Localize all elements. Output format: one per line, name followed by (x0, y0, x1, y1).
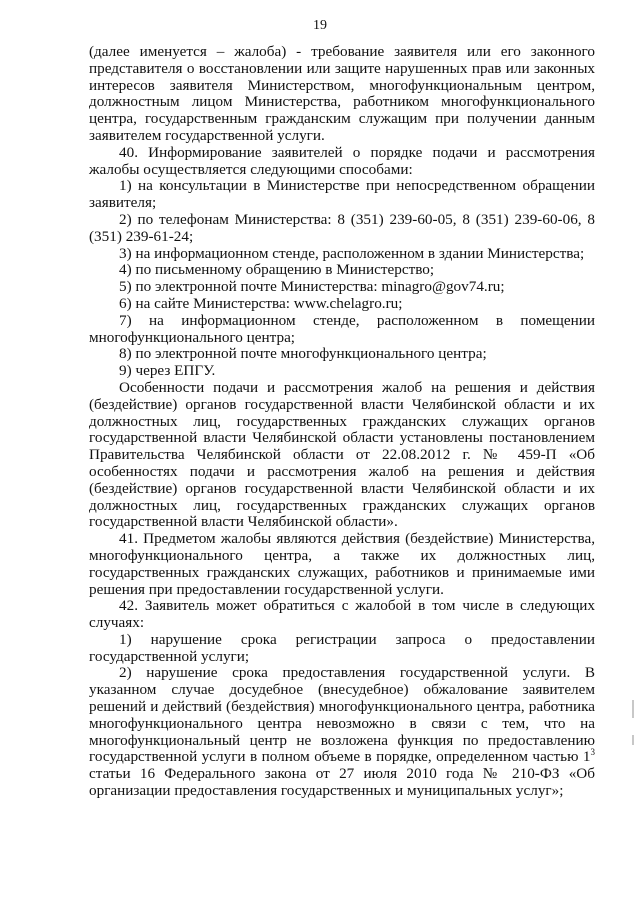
list-item: 8) по электронной почте многофункционального центра; (119, 345, 487, 363)
list-item: 3) на информационном стенде, расположенном в здании Министерства; (119, 244, 585, 262)
list-item-text: статьи 16 Федерального закона от 27 июля 2010 года № 210-ФЗ «Об организации предоставления государственных и муниципальных услуг»; (89, 765, 595, 800)
list-item (89, 665, 595, 799)
list-item: 2) по телефонам Министерства: 8 (351) 239-60-05, 8 (351) 239-60-06, 8 (351) 239-61-24; (89, 210, 595, 245)
list-item-text: 2) нарушение срока предоставления государственной услуги. В указанном случае досудебное (внесудебное) обжалование заявителем решений и действий (бездействия) многофункционального центра, работника многофункционального центра невозможно в связи с тем, что на многофункциональный центр не возложена функция по предоставлению государственной услуги в полном объеме в порядке, определенном частью 1 (89, 664, 595, 766)
paragraph: (далее именуется – жалоба) - требование заявителя или его законного представителя о восстановлении или защите нарушенных прав или законных интересов заявителя Министерством, многофункциональным центром, должностным лицом Министерства, работником многофункционального центра, государственным гражданским служащим при получении данным заявителем государственной услуги. (89, 43, 595, 144)
list-item: 5) по электронной почте Министерства: minagro@gov74.ru; (119, 278, 505, 296)
list-item: 1) нарушение срока регистрации запроса о предоставлении государственной услуги; (89, 630, 595, 665)
scan-edge-mark (632, 700, 634, 718)
list-item: 1) на консультации в Министерстве при непосредственном обращении заявителя; (89, 177, 595, 212)
paragraph: 41. Предметом жалобы являются действия (бездействие) Министерства, многофункционального центра, а также их должностных лиц, государственных гражданских служащих, работников и принимаемые ими решения при предоставлении государственной услуги. (89, 530, 595, 598)
list-item: 9) через ЕПГУ. (119, 362, 216, 380)
page-number: 19 (313, 18, 327, 33)
scan-edge-mark (632, 735, 634, 745)
paragraph: 42. Заявитель может обратиться с жалобой в том числе в следующих случаях: (89, 597, 595, 632)
paragraph: 40. Информирование заявителей о порядке подачи и рассмотрения жалобы осуществляется следующими способами: (89, 143, 595, 178)
list-item: 7) на информационном стенде, расположенном в помещении многофункционального центра; (89, 311, 595, 346)
document-body (89, 44, 595, 800)
list-item: 6) на сайте Министерства: www.chelagro.ru; (119, 294, 403, 312)
superscript: 3 (590, 747, 595, 758)
paragraph: Особенности подачи и рассмотрения жалоб на решения и действия (бездействие) органов государственной власти Челябинской области и их должностных лиц, государственных гражданских служащих органов государственной власти Челябинской области установлены постановлением Правительства Челябинской области от 22.08.2012 г. № 459-П «Об особенностях подачи и рассмотрения жалоб на решения и действия (бездействие) органов государственной власти Челябинской области и их должностных лиц, государственных гражданских служащих органов государственной власти Челябинской области». (89, 378, 595, 531)
list-item: 4) по письменному обращению в Министерство; (119, 261, 435, 279)
